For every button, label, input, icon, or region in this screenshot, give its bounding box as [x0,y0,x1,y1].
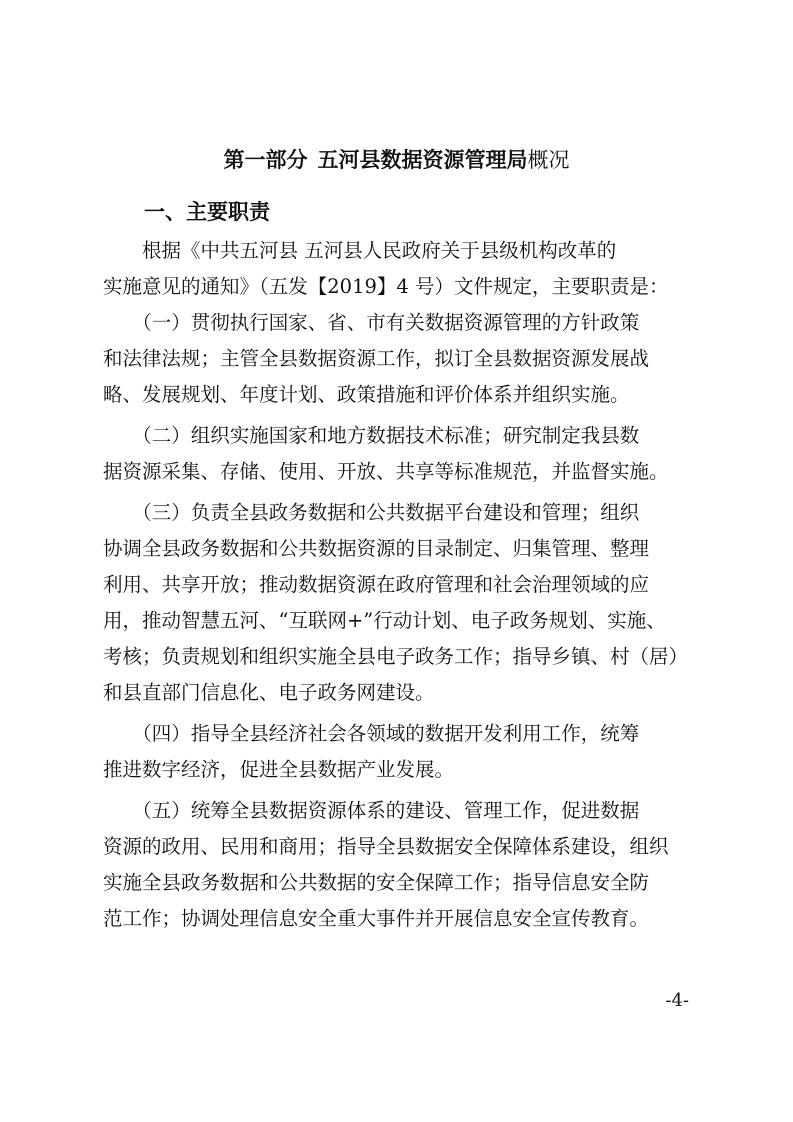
paragraph-line: （四）指导全县经济社会各领域的数据开发利用工作，统筹 [103,722,640,745]
title-org-name: 五河县数据资源管理局 [317,148,528,172]
paragraph-line: 利用、共享开放；推动数据资源在政府管理和社会治理领域的应 [103,573,650,596]
paragraph-duty-1 [103,305,690,413]
paragraph-intro [103,233,690,305]
paragraph-line: 用，推动智慧五河、“互联网+”行动计划、电子政务规划、实施、 [103,609,666,632]
paragraph-line: 实施意见的通知》（五发【2019】4 号）文件规定，主要职责是： [103,275,669,298]
paragraph-line: 协调全县政务数据和公共数据资源的目录制定、归集管理、整理 [103,537,650,560]
title-part-label: 第一部分 [223,148,308,172]
paragraph-line: （三）负责全县政务数据和公共数据平台建设和管理；组织 [103,501,640,524]
paragraph-line: 考核；负责规划和组织实施全县电子政务工作；指导乡镇、村（居） [103,645,689,668]
paragraph-line: 和县直部门信息化、电子政务网建设。 [103,681,435,704]
paragraph-line: 据资源采集、存储、使用、开放、共享等标准规范，并监督实施。 [103,460,669,483]
paragraph-line: 根据《中共五河县 五河县人民政府关于县级机构改革的 [103,239,617,262]
paragraph-duty-4 [103,716,690,788]
document-body [103,233,690,937]
page-number: -4- [665,990,689,1011]
paragraph-line: （一）贯彻执行国家、省、市有关数据资源管理的方针政策 [103,311,640,334]
page-title [0,144,793,176]
paragraph-line: 实施全县政务数据和公共数据的安全保障工作；指导信息安全防 [103,871,650,894]
paragraph-duty-3 [103,495,690,711]
paragraph-line: （五）统筹全县数据资源体系的建设、管理工作，促进数据 [103,799,640,822]
title-suffix: 概况 [527,148,570,172]
paragraph-duty-5 [103,793,690,937]
section-heading: 一、主要职责 [144,200,270,224]
paragraph-line: 范工作；协调处理信息安全重大事件并开展信息安全宣传教育。 [103,907,650,930]
paragraph-line: 推进数字经济，促进全县数据产业发展。 [103,758,455,781]
paragraph-line: （二）组织实施国家和地方数据技术标准；研究制定我县数 [103,424,640,447]
paragraph-line: 和法律法规；主管全县数据资源工作，拟订全县数据资源发展战 [103,347,650,370]
paragraph-line: 略、发展规划、年度计划、政策措施和评价体系并组织实施。 [103,383,630,406]
paragraph-duty-2 [103,418,690,490]
paragraph-line: 资源的政用、民用和商用；指导全县数据安全保障体系建设，组织 [103,835,669,858]
